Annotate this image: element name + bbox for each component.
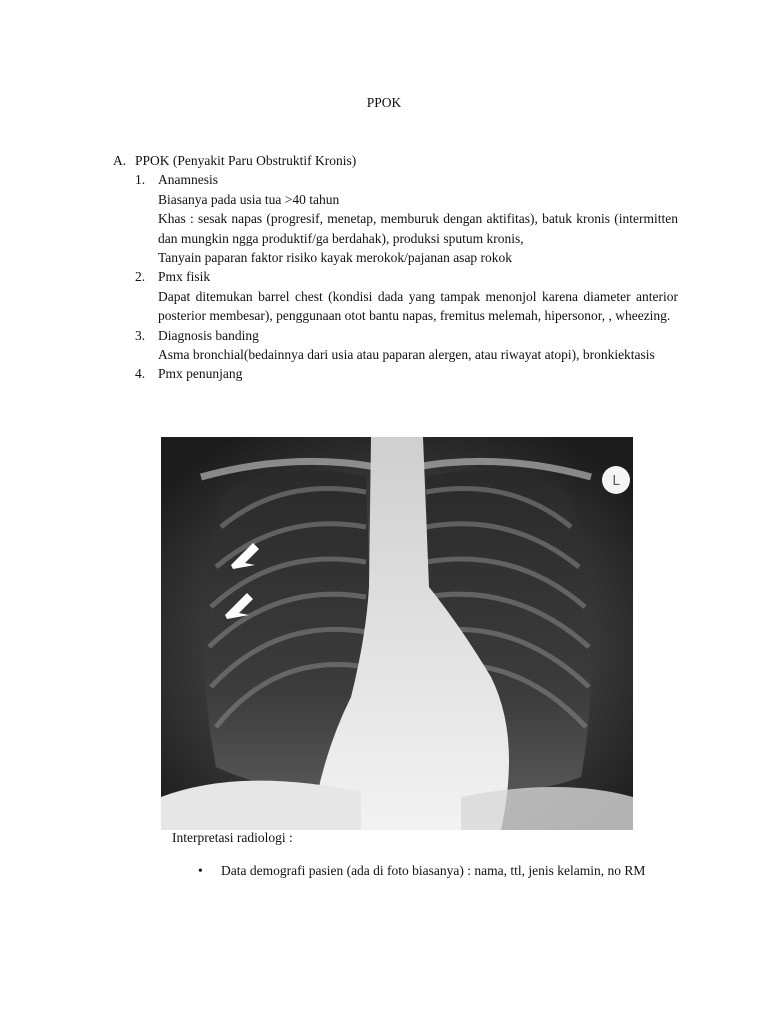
item-label: Pmx penunjang: [158, 366, 243, 382]
item-label: Anamnesis: [158, 172, 218, 188]
item-line: Dapat ditemukan barrel chest (kondisi dada yang tampak menonjol karena diameter anterior posterior membesar), penggunaan otot bantu napas, fremitus melemah, hipersonor, , wheezing.: [158, 288, 678, 324]
list-item: [135, 326, 678, 365]
item-number: 2.: [135, 269, 146, 285]
item-label: Diagnosis banding: [158, 327, 259, 343]
item-line: Tanyain paparan faktor risiko kayak merokok/pajanan asap rokok: [158, 250, 513, 266]
section-heading-row: [113, 151, 678, 170]
item-line: Khas : sesak napas (progresif, menetap, memburuk dengan aktifitas), batuk kronis (intermitten dan mungkin ngga produktif/ga berdahak), produksi sputum kronis,: [158, 211, 678, 246]
item-label: Pmx fisik: [158, 269, 211, 285]
bullet-list: [198, 861, 678, 880]
bullet-item: [198, 861, 678, 880]
side-marker-text: L: [612, 474, 620, 489]
page-title: PPOK: [366, 95, 402, 110]
item-number: 1.: [135, 172, 146, 188]
image-caption: Interpretasi radiologi :: [172, 830, 293, 845]
list-item: [135, 267, 678, 325]
section-heading: PPOK (Penyakit Paru Obstruktif Kronis): [135, 153, 357, 168]
item-number: 3.: [135, 327, 146, 343]
list-item: [135, 170, 678, 267]
section-letter: A.: [113, 153, 127, 168]
bullet-dot-icon: •: [198, 863, 203, 878]
section-a: [113, 151, 678, 384]
item-number: 4.: [135, 366, 146, 382]
numbered-list: [135, 170, 678, 383]
item-line: Biasanya pada usia tua >40 tahun: [158, 191, 340, 207]
bullet-text: Data demografi pasien (ada di foto biasanya) : nama, ttl, jenis kelamin, no RM: [221, 863, 646, 878]
item-line: Asma bronchial(bedainnya dari usia atau paparan alergen, atau riwayat atopi), bronkiektasis: [158, 347, 655, 363]
list-item: [135, 364, 678, 383]
chest-xray-image: [161, 437, 633, 830]
